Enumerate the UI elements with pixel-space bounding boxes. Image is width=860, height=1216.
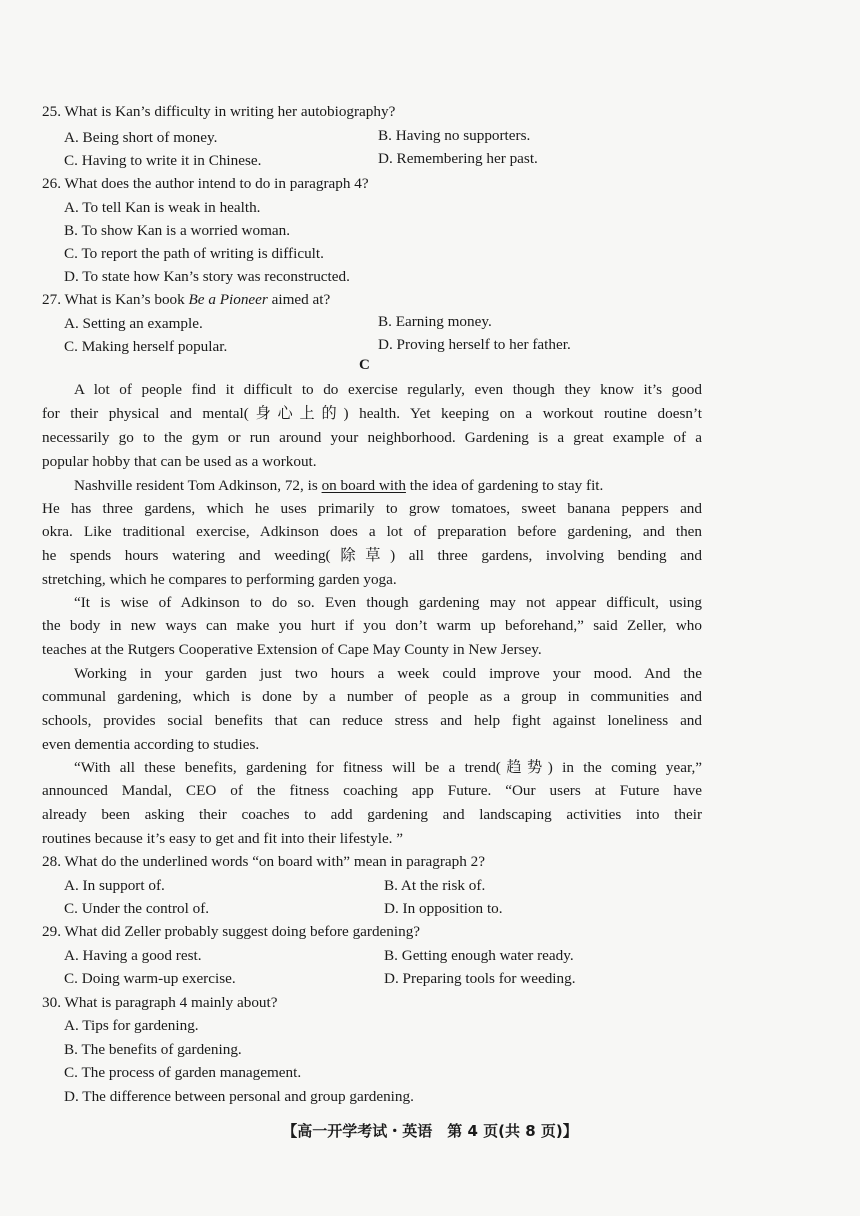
paragraph-2-text: Nashville resident Tom Adkinson, 72, is — [74, 477, 322, 494]
paragraph-5-line: routines because it’s easy to get and fit into their lifestyle. ” — [42, 830, 404, 847]
q26-option-c: C. To report the path of writing is difficult. — [64, 245, 324, 262]
paragraph-3-line: the body in new ways can make you hurt if you don’t warm up beforehand,” said Zeller, who — [42, 617, 702, 634]
question-28-stem: 28. What do the underlined words “on board with” mean in paragraph 2? — [42, 853, 485, 870]
paragraph-5-line: announced Mandal, CEO of the fitness coaching app Future. “Our users at Future have — [42, 782, 702, 799]
page-footer: 【高一开学考试・英语 第 4 页(共 8 页)】 — [282, 1122, 578, 1140]
book-title: Be a Pioneer — [188, 291, 268, 308]
paragraph-1-line: necessarily go to the gym or run around your neighborhood. Gardening is a great example of a — [42, 429, 702, 446]
q25-option-c: C. Having to write it in Chinese. — [64, 152, 262, 169]
paragraph-1-line: A lot of people find it difficult to do exercise regularly, even though they know it’s good — [74, 381, 702, 398]
paragraph-2-line: stretching, which he compares to performing garden yoga. — [42, 571, 397, 588]
q27-option-d: D. Proving herself to her father. — [378, 336, 571, 353]
question-27-stem — [42, 290, 330, 310]
paragraph-3-line: teaches at the Rutgers Cooperative Extension of Cape May County in New Jersey. — [42, 641, 542, 658]
underlined-phrase: on board with — [321, 477, 406, 494]
paragraph-1-line: for their physical and mental(身心上的) health. Yet keeping on a workout routine doesn’t — [42, 405, 702, 422]
q26-option-a: A. To tell Kan is weak in health. — [64, 199, 261, 216]
q30-option-c: C. The process of garden management. — [64, 1064, 302, 1081]
q30-option-a: A. Tips for gardening. — [64, 1017, 199, 1034]
paragraph-2-line: he spends hours watering and weeding(除草) all three gardens, involving bending and — [42, 547, 702, 564]
paragraph-5-line: already been asking their coaches to add gardening and landscaping activities into their — [42, 806, 702, 823]
paragraph-2-line: He has three gardens, which he uses primarily to grow tomatoes, sweet banana peppers and — [42, 500, 702, 517]
q27-stem-text: 27. What is Kan’s book — [42, 291, 189, 308]
q26-option-d: D. To state how Kan’s story was reconstructed. — [64, 268, 350, 285]
section-heading: C — [359, 357, 370, 373]
question-25-stem: 25. What is Kan’s difficulty in writing her autobiography? — [42, 103, 396, 120]
q25-option-a: A. Being short of money. — [64, 129, 218, 146]
paragraph-5-line: “With all these benefits, gardening for fitness will be a trend(趋势) in the coming year,” — [74, 759, 702, 776]
q30-option-d: D. The difference between personal and group gardening. — [64, 1088, 414, 1105]
paragraph-2-line: okra. Like traditional exercise, Adkinson does a lot of preparation before gardening, and then — [42, 523, 702, 540]
q26-option-b: B. To show Kan is a worried woman. — [64, 222, 291, 239]
q29-option-c: C. Doing warm-up exercise. — [64, 970, 236, 987]
paragraph-4-line: even dementia according to studies. — [42, 736, 260, 753]
q28-option-a: A. In support of. — [64, 877, 165, 894]
q28-option-b: B. At the risk of. — [384, 877, 486, 894]
paragraph-4-line: schools, provides social benefits that can reduce stress and help fight against loneliness and — [42, 712, 702, 729]
paragraph-3-line: “It is wise of Adkinson to do so. Even though gardening may not appear difficult, using — [74, 594, 702, 611]
q27-option-a: A. Setting an example. — [64, 315, 203, 332]
q28-option-d: D. In opposition to. — [384, 900, 503, 917]
question-29-stem: 29. What did Zeller probably suggest doing before gardening? — [42, 923, 421, 940]
paragraph-4-line: communal gardening, which is done by a number of people as a group in communities and — [42, 688, 702, 705]
q27-option-c: C. Making herself popular. — [64, 338, 228, 355]
q27-stem-end: aimed at? — [267, 291, 331, 308]
q27-option-b: B. Earning money. — [378, 313, 492, 330]
question-26-stem: 26. What does the author intend to do in paragraph 4? — [42, 175, 369, 192]
paragraph-4-line: Working in your garden just two hours a week could improve your mood. And the — [74, 665, 702, 682]
q29-option-a: A. Having a good rest. — [64, 947, 202, 964]
q28-option-c: C. Under the control of. — [64, 900, 210, 917]
q29-option-d: D. Preparing tools for weeding. — [384, 970, 576, 987]
q30-option-b: B. The benefits of gardening. — [64, 1041, 242, 1058]
q29-option-b: B. Getting enough water ready. — [384, 947, 574, 964]
paragraph-2-text: the idea of gardening to stay fit. — [405, 477, 604, 494]
q25-option-b: B. Having no supporters. — [378, 127, 531, 144]
paragraph-1-line: popular hobby that can be used as a workout. — [42, 453, 317, 470]
paragraph-2-first-line — [74, 476, 603, 496]
q25-option-d: D. Remembering her past. — [378, 150, 538, 167]
question-30-stem: 30. What is paragraph 4 mainly about? — [42, 994, 278, 1011]
